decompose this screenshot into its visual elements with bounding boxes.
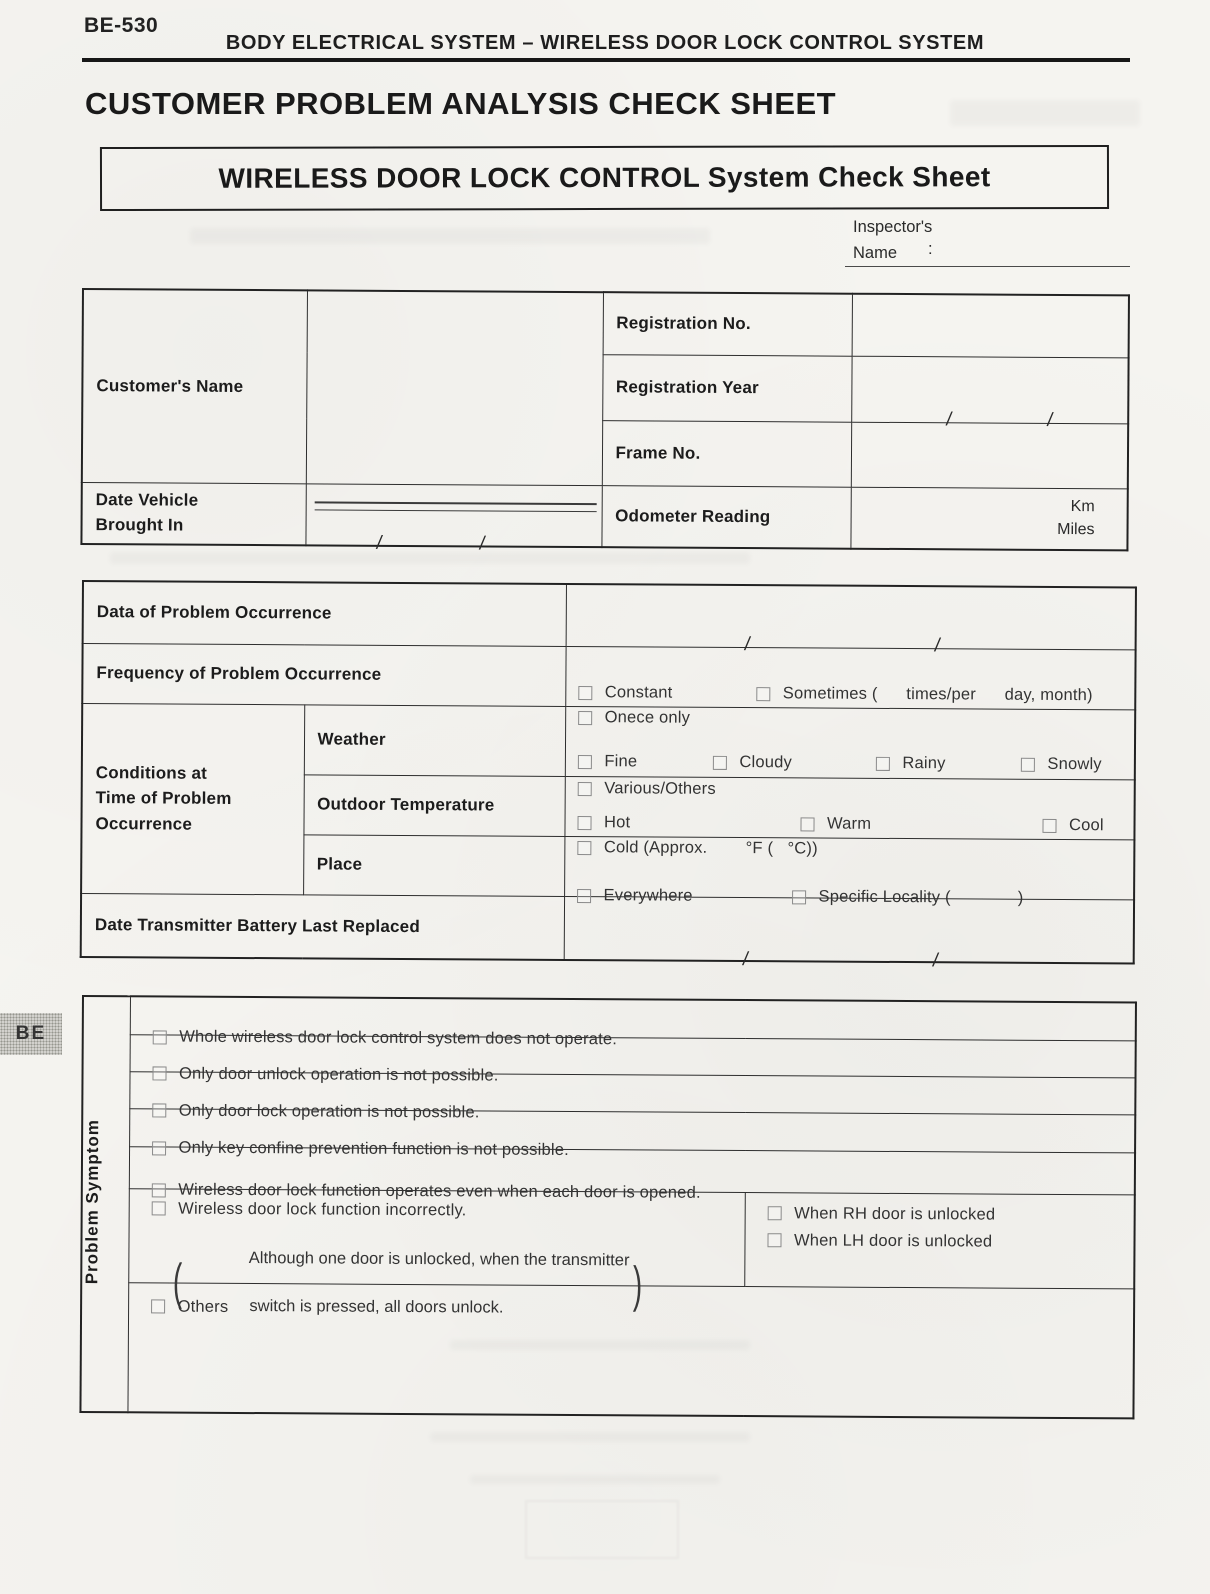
temperature-label: Outdoor Temperature	[317, 794, 495, 815]
option-hot	[577, 813, 630, 832]
checkbox-label: Cold (Approx. °F ( °C))	[603, 838, 818, 858]
checkbox-label: Rainy	[902, 754, 946, 773]
option-rainy	[875, 754, 945, 773]
option-various-others	[577, 779, 716, 799]
sheet-title-box	[100, 145, 1109, 211]
weather-cell	[304, 704, 565, 776]
checkbox-label: Only door lock operation is not possible.	[178, 1101, 480, 1121]
date-slash: /	[932, 635, 942, 657]
registration-no-cell	[603, 292, 852, 356]
checkbox-label: Wireless door lock function operates even when each door is opened.	[178, 1180, 701, 1202]
option-once-only	[578, 708, 691, 728]
checkbox[interactable]	[577, 782, 591, 796]
checkbox[interactable]	[152, 1141, 166, 1155]
checkbox[interactable]	[792, 890, 806, 904]
paren-close: )	[632, 1255, 643, 1312]
odometer-value-cell[interactable]	[850, 487, 1127, 551]
conditions-label-line1: Conditions at	[95, 762, 208, 783]
date-slash: /	[740, 948, 750, 970]
checkbox-label: Fine	[604, 752, 638, 771]
checkbox-label: Sometimes ( times/per day, month)	[782, 684, 1093, 705]
checkbox-label: Only key confine prevention function is not possible.	[178, 1138, 569, 1159]
header-rule	[82, 58, 1130, 62]
inspector-label: Inspector's	[853, 218, 933, 236]
occurrence-date-label: Data of Problem Occurrence	[96, 602, 332, 623]
date-slash: /	[1045, 409, 1054, 431]
checkbox[interactable]	[152, 1103, 166, 1117]
customer-name-value-cell[interactable]	[306, 290, 603, 485]
odometer-unit-miles: Miles	[1057, 520, 1095, 538]
date-slash: /	[930, 949, 940, 971]
checkbox[interactable]	[875, 756, 889, 770]
conditions-label-line3: Occurrence	[95, 813, 193, 834]
frame-no-value-cell[interactable]	[851, 422, 1128, 489]
paren-open: (	[172, 1253, 182, 1310]
checkbox-label: Only door unlock operation is not possible.	[178, 1064, 499, 1085]
checkbox[interactable]	[152, 1030, 166, 1044]
inspector-colon: :	[928, 240, 933, 258]
customer-name-label: Customer's Name	[96, 375, 244, 396]
battery-label: Date Transmitter Battery Last Replaced	[94, 914, 420, 936]
checkbox-label: Hot	[603, 813, 631, 832]
checkbox[interactable]	[767, 1206, 781, 1220]
symptom-option-others	[151, 1297, 229, 1316]
section-tab-label: BE	[15, 1023, 47, 1044]
odometer-unit-km: Km	[1070, 498, 1095, 516]
option-rh-door	[767, 1204, 995, 1224]
checkbox[interactable]	[767, 1233, 781, 1247]
checkbox[interactable]	[712, 755, 726, 769]
checkbox-label: Everywhere	[603, 886, 693, 905]
checkbox[interactable]	[756, 687, 770, 701]
date-slash: /	[944, 409, 953, 431]
bleed-through-artifact	[950, 100, 1140, 126]
checkbox[interactable]	[151, 1201, 165, 1215]
registration-no-label: Registration No.	[616, 313, 751, 334]
frequency-options-cell	[565, 646, 1135, 727]
section-tab-be	[0, 1013, 62, 1055]
checkbox-label: Various/Others	[604, 779, 716, 798]
checkbox[interactable]	[577, 755, 591, 769]
checkbox[interactable]	[577, 816, 591, 830]
frame-no-cell	[602, 420, 851, 487]
date-vehicle-label-line2: Brought In	[95, 514, 184, 535]
date-vehicle-label-line1: Date Vehicle	[95, 490, 199, 510]
date-slash: /	[477, 533, 486, 555]
occurrence-date-value-cell[interactable]	[566, 584, 1136, 657]
checkbox[interactable]	[152, 1066, 166, 1080]
checkbox-label: Wireless door lock function incorrectly.	[178, 1199, 467, 1219]
checkbox-label: When LH door is unlocked	[793, 1230, 993, 1251]
checkbox-label: Onece only	[604, 708, 691, 727]
date-slash: /	[742, 634, 752, 656]
bleed-through-artifact	[110, 552, 750, 564]
note-line2: switch is pressed, all doors unlock.	[249, 1296, 504, 1317]
symptom-option	[152, 1028, 617, 1050]
place-cell	[303, 834, 564, 896]
option-snowly	[1020, 755, 1102, 774]
registration-year-cell	[602, 354, 851, 422]
frequency-cell	[82, 643, 565, 706]
bleed-through-artifact	[470, 1475, 720, 1484]
customer-name-cell	[82, 289, 307, 483]
page-title: CUSTOMER PROBLEM ANALYSIS CHECK SHEET	[85, 86, 837, 121]
checkbox[interactable]	[800, 817, 814, 831]
checkbox-label: Others	[177, 1297, 229, 1316]
symptom-option	[152, 1101, 480, 1122]
symptom-others-cell	[127, 1282, 1134, 1418]
option-lh-door	[767, 1231, 992, 1251]
frequency-label: Frequency of Problem Occurrence	[96, 663, 382, 684]
checkbox[interactable]	[1020, 757, 1034, 771]
option-constant	[578, 683, 673, 703]
option-everywhere	[577, 886, 693, 906]
bleed-through-artifact	[525, 1500, 679, 1559]
registration-no-value-cell[interactable]	[852, 294, 1129, 358]
checkbox[interactable]	[151, 1299, 165, 1313]
option-cold	[577, 838, 818, 858]
option-specific-locality	[792, 887, 1024, 907]
option-warm	[800, 814, 871, 833]
bleed-through-artifact	[190, 228, 710, 244]
checkbox-label: Specific Locality ( )	[818, 887, 1024, 907]
odometer-cell	[601, 485, 850, 549]
checkbox-label: Whole wireless door lock control system does not operate.	[179, 1027, 618, 1049]
occurrence-table	[80, 580, 1137, 971]
odometer-label: Odometer Reading	[615, 506, 771, 526]
place-label: Place	[316, 854, 363, 874]
checkbox-label: Warm	[826, 814, 872, 833]
inspector-name-field[interactable]	[845, 240, 1130, 267]
option-cool	[1042, 816, 1104, 835]
problem-symptom-label: Problem Symptom	[82, 1118, 103, 1284]
checkbox-label: Cool	[1068, 816, 1104, 835]
checkbox[interactable]	[577, 841, 591, 855]
problem-symptom-side-cell	[80, 996, 130, 1412]
option-sometimes	[756, 684, 1093, 705]
symptom-row	[130, 996, 1136, 1049]
vehicle-info-table	[80, 288, 1130, 555]
date-vehicle-value-cell[interactable]	[305, 483, 601, 555]
option-cloudy	[712, 753, 792, 772]
checkbox-label: When RH door is unlocked	[794, 1203, 996, 1224]
problem-symptom-table	[79, 995, 1137, 1419]
checkbox[interactable]	[577, 889, 591, 903]
frame-no-label: Frame No.	[615, 442, 701, 463]
option-fine	[577, 752, 637, 771]
note-line1: Although one door is unlocked, when the transmitter	[248, 1248, 630, 1269]
checkbox[interactable]	[1042, 818, 1056, 832]
checkbox[interactable]	[578, 686, 592, 700]
conditions-cell	[81, 703, 304, 894]
page-code: BE-530	[84, 14, 159, 37]
symptom-option	[152, 1064, 499, 1085]
sheet-title: WIRELESS DOOR LOCK CONTROL System Check Sheet	[218, 161, 991, 194]
occurrence-date-cell	[83, 581, 566, 646]
checkbox-label: Cloudy	[739, 753, 793, 772]
symptom-option-incorrect	[151, 1199, 466, 1220]
registration-year-label: Registration Year	[615, 377, 759, 398]
checkbox-label: Snowly	[1047, 754, 1102, 774]
symptom-incorrect-subcell	[744, 1192, 1135, 1288]
symptom-option	[152, 1138, 569, 1160]
date-vehicle-cell	[81, 482, 305, 545]
checkbox[interactable]	[578, 711, 592, 725]
conditions-label-line2: Time of Problem	[95, 788, 232, 809]
temperature-cell	[303, 774, 564, 836]
section-title: BODY ELECTRICAL SYSTEM – WIRELESS DOOR LOCK CONTROL SYSTEM	[225, 32, 985, 54]
battery-cell	[81, 893, 564, 960]
inspector-name-label: Name	[853, 244, 898, 262]
weather-label: Weather	[317, 729, 386, 749]
checkbox-label: Constant	[604, 683, 673, 702]
date-slash: /	[374, 532, 383, 554]
signature-rule	[314, 501, 596, 512]
registration-year-value-cell[interactable]	[851, 356, 1128, 431]
bleed-through-artifact	[430, 1432, 750, 1442]
